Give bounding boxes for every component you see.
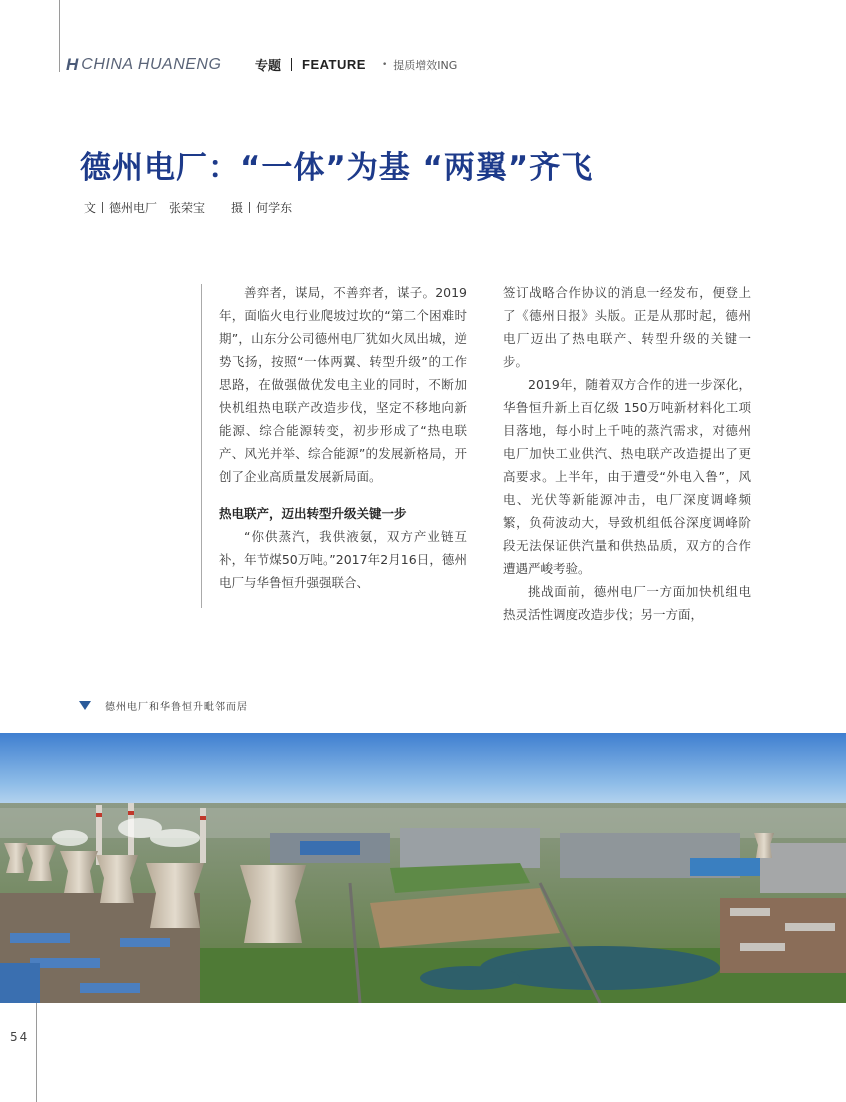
page-number: 54 [10,1030,30,1044]
byline-author-org: 德州电厂 [109,201,158,215]
brand-logo [66,55,221,75]
byline [84,199,292,216]
byline-separator [102,202,103,213]
bullet-icon: • [381,59,388,70]
section-separator [291,58,292,71]
caption-marker-icon [79,701,91,710]
article-title: 德州电厂：“一体”为基 “两翼”齐飞 [80,150,594,186]
subsection-label: 提质增效ING [393,58,458,72]
section-header [255,55,457,74]
column-rule [201,284,202,608]
byline-photo-label: 摄 [231,201,244,215]
power-plant-aerial-photo [0,733,846,1003]
section-zh: 专题 [255,59,282,74]
article-column-right [503,281,751,626]
brand-name: CHINA HUANENG [81,56,222,73]
paragraph: 挑战面前，德州电厂一方面加快机组电热灵活性调度改造步伐；另一方面， [503,584,751,622]
caption-text: 德州电厂和华鲁恒升毗邻而居 [105,702,248,713]
top-divider-line [59,0,60,72]
section-subheading: 热电联产，迈出转型升级关键一步 [219,506,407,521]
paragraph: 善弈者，谋局，不善弈者，谋子。2019年，面临火电行业爬坡过坎的“第二个困难时期”，山东分公司德州电厂犹如火凤出城，逆势飞扬，按照“一体两翼、转型升级”的工作思路，在做强做优发电主业的同时，不断加快机组热电联产改造步伐，坚定不移地向新能源、综合能源转变，初步形成了“热电联产、风光并举、综合能源”的发展新格局，开创了企业高质量发展新局面。 [219,285,467,484]
section-en: FEATURE [302,57,366,72]
photo-caption [79,698,248,713]
paragraph: 2019年，随着双方合作的进一步深化，华鲁恒升新上百亿级 150万吨新材料化工项目落地，每小时上千吨的蒸汽需求，对德州电厂加快工业供汽、热电联产改造提出了更高要求。上半年，由于遭受“外电入鲁”，风电、光伏等新能源冲击，电厂深度调峰频繁，负荷波动大，导致机组低谷深度调峰阶段无法保证供汽量和供热品质，双方的合作遭遇严峻考验。 [503,377,751,576]
bottom-divider-line [36,1003,37,1102]
article-column-left [219,281,467,594]
huaneng-logo-icon: H [66,55,78,74]
byline-photographer: 何学东 [256,201,293,215]
paragraph: “你供蒸汽，我供液氨，双方产业链互补，年节煤50万吨。”2017年2月16日，德州电厂与华鲁恒升强强联合、 [219,529,467,590]
byline-author: 张荣宝 [169,201,206,215]
byline-separator [249,202,250,213]
paragraph: 签订战略合作协议的消息一经发布，便登上了《德州日报》头版。正是从那时起，德州电厂迈出了热电联产、转型升级的关键一步。 [503,285,751,369]
byline-text-label: 文 [84,201,97,215]
